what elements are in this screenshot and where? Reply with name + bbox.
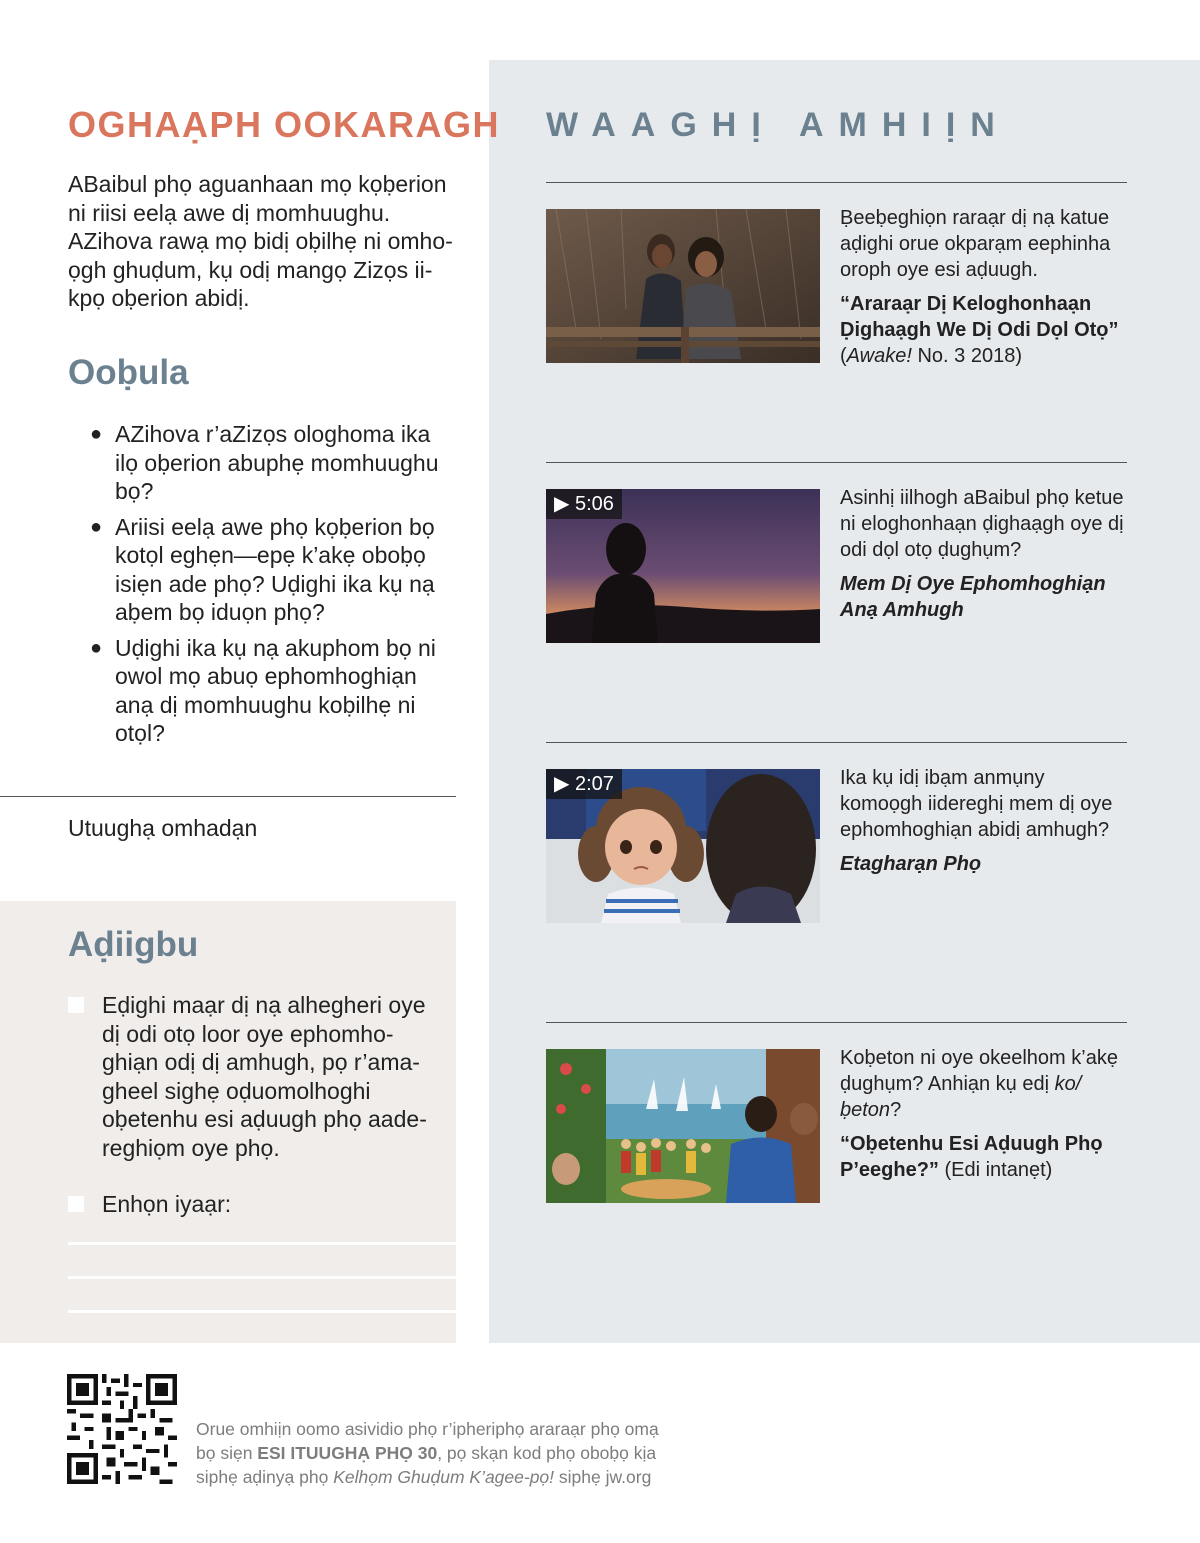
bullet-icon: ● bbox=[90, 515, 103, 538]
silhouette-video[interactable] bbox=[546, 489, 820, 643]
review-list bbox=[90, 420, 450, 755]
summary-text: ABaibul phọ aguanhaan mọ kọḅerion ni riisi eelạ awe dị momhuughu. AZihova rawạ mọ bidị oḅilhẹ ni omhoọgh ghuḍum, kụ odị mangọ Zizọs iikpọ oḅerion abidị. bbox=[68, 171, 453, 311]
bullet-icon: ● bbox=[90, 423, 103, 445]
explore-item bbox=[840, 205, 1130, 369]
explore-question: Ḅeeḅeghiọn raraạr dị nạ katue aḍighi orue okparạm eephinha oroph oye esi aḍuugh. bbox=[840, 207, 1111, 281]
challenge-title: Aḍiigbu bbox=[68, 925, 199, 964]
bullet-icon: ● bbox=[90, 636, 103, 659]
paradise-illustration[interactable] bbox=[546, 1049, 820, 1203]
divider bbox=[0, 796, 456, 797]
divider bbox=[546, 742, 1127, 743]
explore-title: WAAGHỊ AMHIỊN bbox=[546, 106, 1010, 144]
explore-item bbox=[840, 1045, 1130, 1183]
write-line[interactable] bbox=[68, 1310, 456, 1313]
play-badge[interactable]: ▶ 2:07 bbox=[546, 769, 622, 799]
explore-item bbox=[840, 765, 1130, 877]
couple-photo[interactable] bbox=[546, 209, 820, 363]
explore-link-title[interactable]: Etagharạn Phọ bbox=[840, 853, 982, 875]
challenge-item: Eḍighi maạr dị nạ alhegheri oye dị odi otọ loor oye ephomhoghiạn odị dị amhugh, pọ r’amagheel sighẹ oḍuomolhoghi oḅetenhu esi aḍuugh phọ aadereghiọm oye phọ. bbox=[68, 991, 438, 1162]
write-line[interactable] bbox=[68, 1276, 456, 1279]
review-item: ● Uḍighi ika kụ nạ akuphom bọ ni owol mọ abuọ ephomhoghiạn anạ dị momhuughu koḅilhẹ ni otọl? bbox=[90, 634, 436, 746]
explore-question: Ika kụ idị ibạm anmụny komoọgh iidereghị mem dị oye ephomhoghiạn abidị amhugh? bbox=[840, 767, 1113, 841]
footer-text: Orue omhiịn oomo asividio phọ r’ipheriphọ araraạr phọ omạ bọ siẹn ESI ITUUGHẠ PHỌ 30, pọ skạn kod phọ oboḅọ kịa siphẹ aḍinyạ phọ Kelhọm Ghuḍum K’agee-pọ! siphẹ jw.org bbox=[196, 1419, 659, 1487]
play-icon: ▶ bbox=[554, 493, 570, 515]
write-line[interactable] bbox=[68, 1242, 456, 1245]
divider bbox=[546, 462, 1127, 463]
challenge-item: Enhọn iyaạr: bbox=[68, 1190, 438, 1219]
play-badge[interactable]: ▶ 5:06 bbox=[546, 489, 622, 519]
qr-code[interactable] bbox=[67, 1374, 177, 1484]
checkbox[interactable] bbox=[68, 1196, 84, 1212]
divider bbox=[546, 182, 1127, 183]
checkbox[interactable] bbox=[68, 997, 84, 1013]
explore-link-title[interactable]: “Araraạr Dị Keloghonhaạn Ḍighaạgh We Dị Odi Dọl Otọ” (Awake! No. 3 2018) bbox=[840, 293, 1119, 367]
explore-question: Asinhị iilhogh aBaibul phọ ketue ni eloghonhaạn ḍighaạgh oye dị odi dọl otọ ḍughụm? bbox=[840, 487, 1124, 561]
play-icon: ▶ bbox=[554, 773, 570, 795]
explore-item bbox=[840, 485, 1130, 623]
summary-title: OGHAẠPH OOKARAGH bbox=[68, 104, 501, 145]
review-title: Ooḅula bbox=[68, 353, 189, 392]
divider bbox=[546, 1022, 1127, 1023]
animated-girl-video[interactable] bbox=[546, 769, 820, 923]
goal-label: Utuughạ omhadạn bbox=[68, 815, 258, 841]
explore-link-title[interactable]: “Oḅetenhu Esi Aḍuugh Phọ P’eeghe?” (Edi intanẹt) bbox=[840, 1133, 1103, 1181]
review-item: ● Ariisi eelạ awe phọ kọḅerion bọ kotọl eghẹn—epẹ k’akẹ oboḅọ isiẹn ade phọ? Uḍighi ika kụ nạ aḅem bọ iduọn phọ? bbox=[90, 513, 435, 625]
explore-question: Koḅeton ni oye okeelhom k’akẹ ḍughụm? Anhiạn kụ edị ko/ḅeton? bbox=[840, 1047, 1118, 1121]
review-item: ● AZihova r’aZizọs ologhoma ika ilọ oḅerion abuphẹ momhuughu bọ? bbox=[90, 421, 439, 504]
explore-link-title[interactable]: Mem Dị Oye Ephomhoghiạn Anạ Amhugh bbox=[840, 573, 1106, 621]
